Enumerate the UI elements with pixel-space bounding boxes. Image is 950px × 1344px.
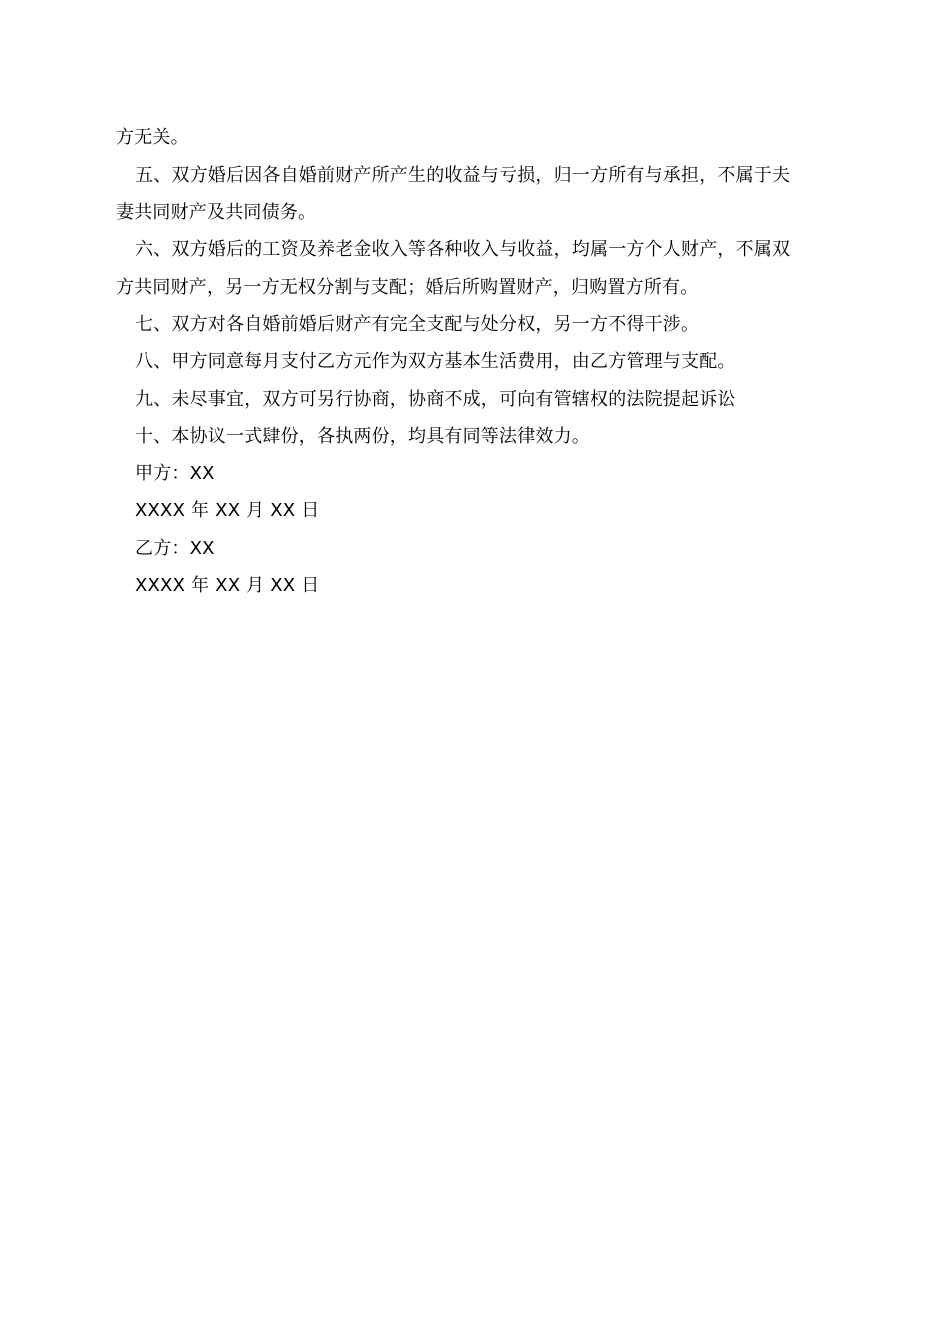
clause-4-continuation: 方无关。 xyxy=(116,127,189,148)
party-a-date: XXXX 年 XX 月 XX 日 xyxy=(135,500,320,521)
clause-5-line-1: 五、双方婚后因各自婚前财产所产生的收益与亏损，归一方所有与承担，不属于夫 xyxy=(135,165,791,186)
clause-6-line-1: 六、双方婚后的工资及养老金收入等各种收入与收益，均属一方个人财产，不属双 xyxy=(135,239,791,260)
clause-6-line-2: 方共同财产，另一方无权分割与支配；婚后所购置财产，归购置方所有。 xyxy=(116,277,699,298)
clause-5-line-2: 妻共同财产及共同债务。 xyxy=(116,202,317,223)
party-b-date: XXXX 年 XX 月 XX 日 xyxy=(135,575,320,596)
clause-10: 十、本协议一式肆份，各执两份，均具有同等法律效力。 xyxy=(135,426,590,447)
clause-8: 八、甲方同意每月支付乙方元作为双方基本生活费用，由乙方管理与支配。 xyxy=(135,351,736,372)
clause-7: 七、双方对各自婚前婚后财产有完全支配与处分权，另一方不得干涉。 xyxy=(135,314,700,335)
party-a-signature: 甲方：XX xyxy=(135,463,215,484)
clause-9: 九、未尽事宜，双方可另行协商，协商不成，可向有管辖权的法院提起诉讼 xyxy=(135,389,736,410)
party-b-signature: 乙方：XX xyxy=(135,538,215,559)
